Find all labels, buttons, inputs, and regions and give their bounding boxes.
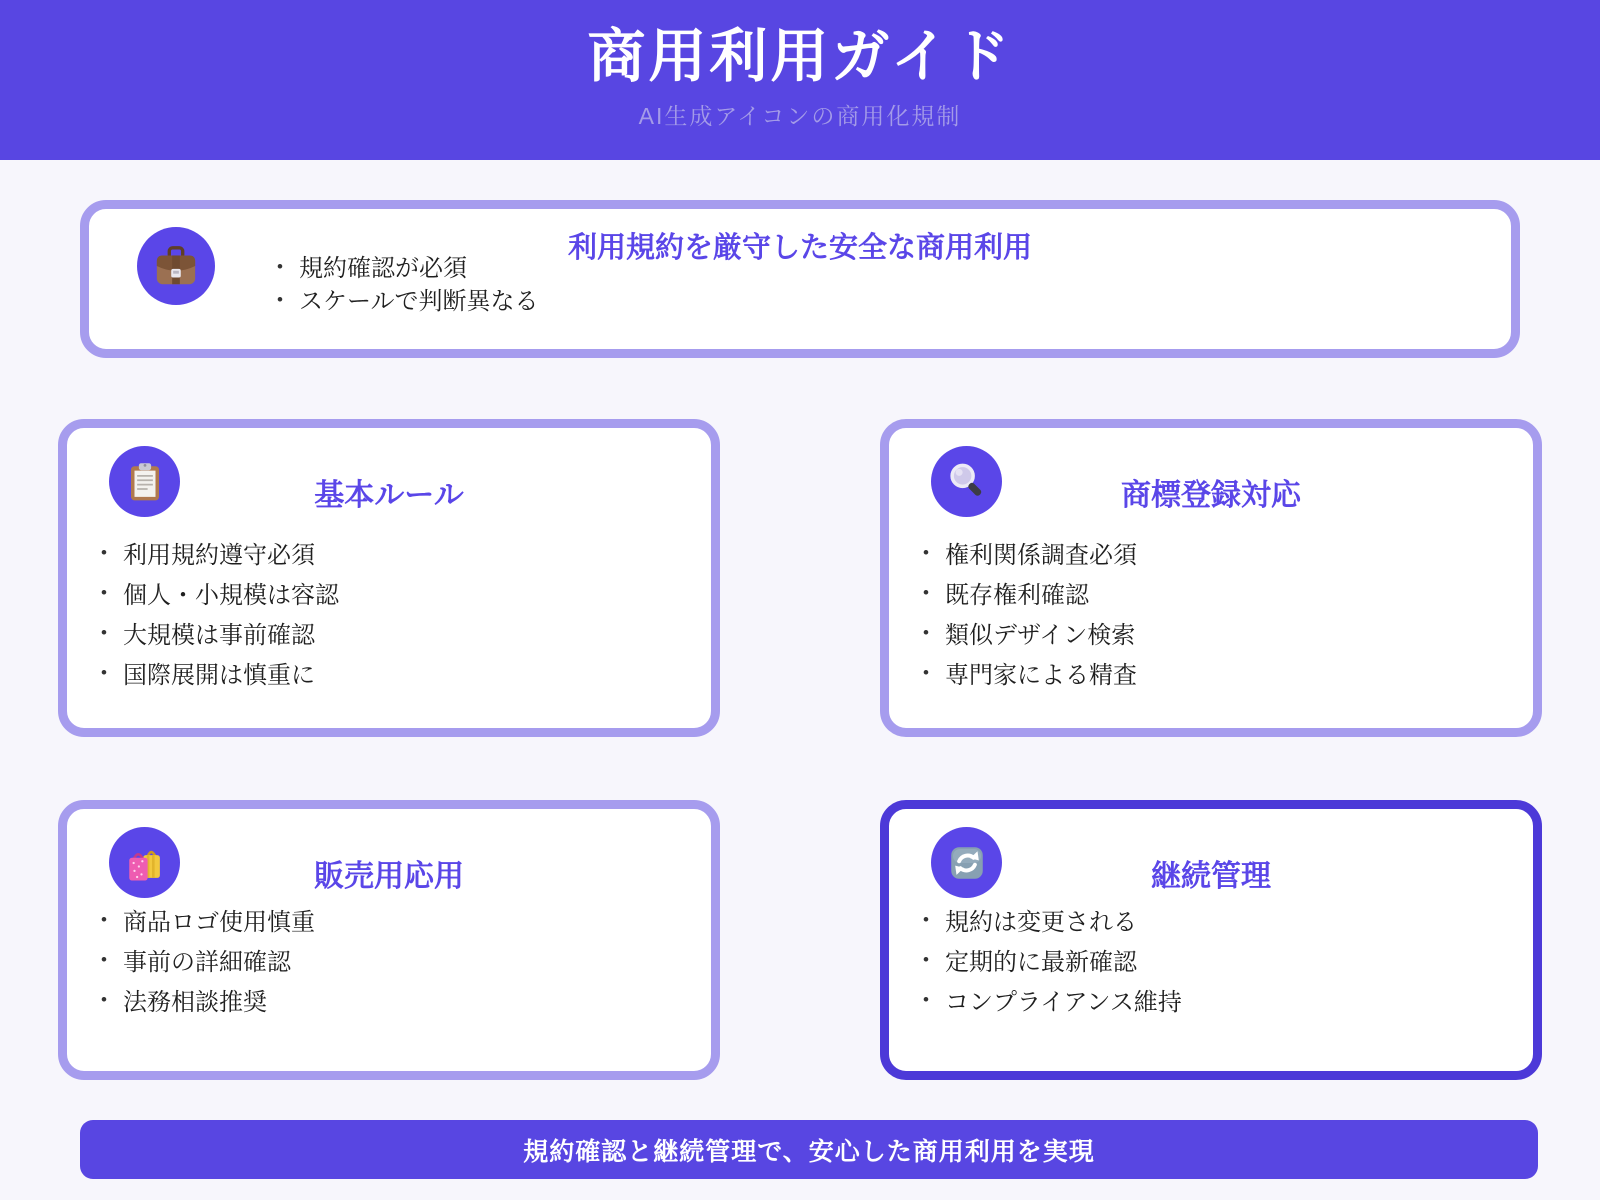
management-title: 継続管理 xyxy=(1151,860,1271,893)
basic-rules-title: 基本ルール xyxy=(314,479,464,512)
bullet-text: スケールで判断異なる xyxy=(298,288,539,315)
list-item xyxy=(923,979,1513,1019)
bullet-dot-icon: • xyxy=(101,910,107,929)
list-item xyxy=(101,899,691,939)
card-management xyxy=(880,800,1542,1080)
bullet-text: 規約は変更される xyxy=(944,908,1137,936)
bullet-text: 規約確認が必須 xyxy=(298,255,467,282)
footer-banner xyxy=(80,1120,1538,1179)
list-item xyxy=(923,652,1513,692)
bullet-dot-icon: • xyxy=(923,583,929,602)
bullet-text: 商品ロゴ使用慎重 xyxy=(122,908,315,936)
page-header xyxy=(0,0,1600,160)
page-title: 商用利用ガイド xyxy=(587,24,1013,89)
sales-bullet-list xyxy=(101,899,691,1019)
list-item xyxy=(923,939,1513,979)
card-basic-rules xyxy=(58,419,720,737)
bullet-dot-icon: • xyxy=(101,663,107,682)
bullet-text: 個人・小規模は容認 xyxy=(122,581,339,609)
trademark-bullet-list xyxy=(923,532,1513,692)
card-trademark xyxy=(880,419,1542,737)
list-item xyxy=(923,532,1513,572)
basic-rules-bullet-list xyxy=(101,532,691,692)
summary-bullet-list xyxy=(277,249,538,315)
list-item xyxy=(101,612,691,652)
bullet-text: 既存権利確認 xyxy=(944,581,1089,609)
list-item xyxy=(923,899,1513,939)
footer-text: 規約確認と継続管理で、安心した商用利用を実現 xyxy=(523,1137,1095,1166)
bullet-text: 法務相談推奨 xyxy=(122,988,267,1016)
list-item xyxy=(101,652,691,692)
bullet-dot-icon: • xyxy=(923,950,929,969)
bullet-dot-icon: • xyxy=(277,256,283,276)
card-sales xyxy=(58,800,720,1080)
bullet-dot-icon: • xyxy=(101,623,107,642)
list-item xyxy=(101,532,691,572)
summary-card xyxy=(80,200,1520,358)
bullet-text: 定期的に最新確認 xyxy=(944,948,1137,976)
bullet-dot-icon: • xyxy=(101,990,107,1009)
list-item xyxy=(277,282,538,315)
bullet-dot-icon: • xyxy=(101,543,107,562)
page-subtitle: AI生成アイコンの商用化規制 xyxy=(638,103,962,129)
list-item xyxy=(101,939,691,979)
bullet-text: 国際展開は慎重に xyxy=(122,661,315,689)
bullet-text: 権利関係調査必須 xyxy=(944,541,1137,569)
bullet-text: 大規模は事前確認 xyxy=(122,621,315,649)
sales-title: 販売用応用 xyxy=(314,860,464,893)
trademark-title: 商標登録対応 xyxy=(1121,479,1301,512)
bullet-text: コンプライアンス維持 xyxy=(944,988,1182,1016)
list-item xyxy=(923,572,1513,612)
bullet-text: 事前の詳細確認 xyxy=(122,948,291,976)
list-item xyxy=(101,572,691,612)
bullet-dot-icon: • xyxy=(923,623,929,642)
bullet-text: 利用規約遵守必須 xyxy=(122,541,315,569)
bullet-dot-icon: • xyxy=(923,543,929,562)
bullet-text: 専門家による精査 xyxy=(944,661,1137,689)
bullet-dot-icon: • xyxy=(101,950,107,969)
list-item xyxy=(923,612,1513,652)
bullet-text: 類似デザイン検索 xyxy=(944,621,1136,649)
bullet-dot-icon: • xyxy=(923,910,929,929)
list-item xyxy=(101,979,691,1019)
bullet-dot-icon: • xyxy=(277,289,283,309)
bullet-dot-icon: • xyxy=(923,990,929,1009)
management-bullet-list xyxy=(923,899,1513,1019)
list-item xyxy=(277,249,538,282)
bullet-dot-icon: • xyxy=(101,583,107,602)
bullet-dot-icon: • xyxy=(923,663,929,682)
summary-card-title: 利用規約を厳守した安全な商用利用 xyxy=(567,232,1032,264)
